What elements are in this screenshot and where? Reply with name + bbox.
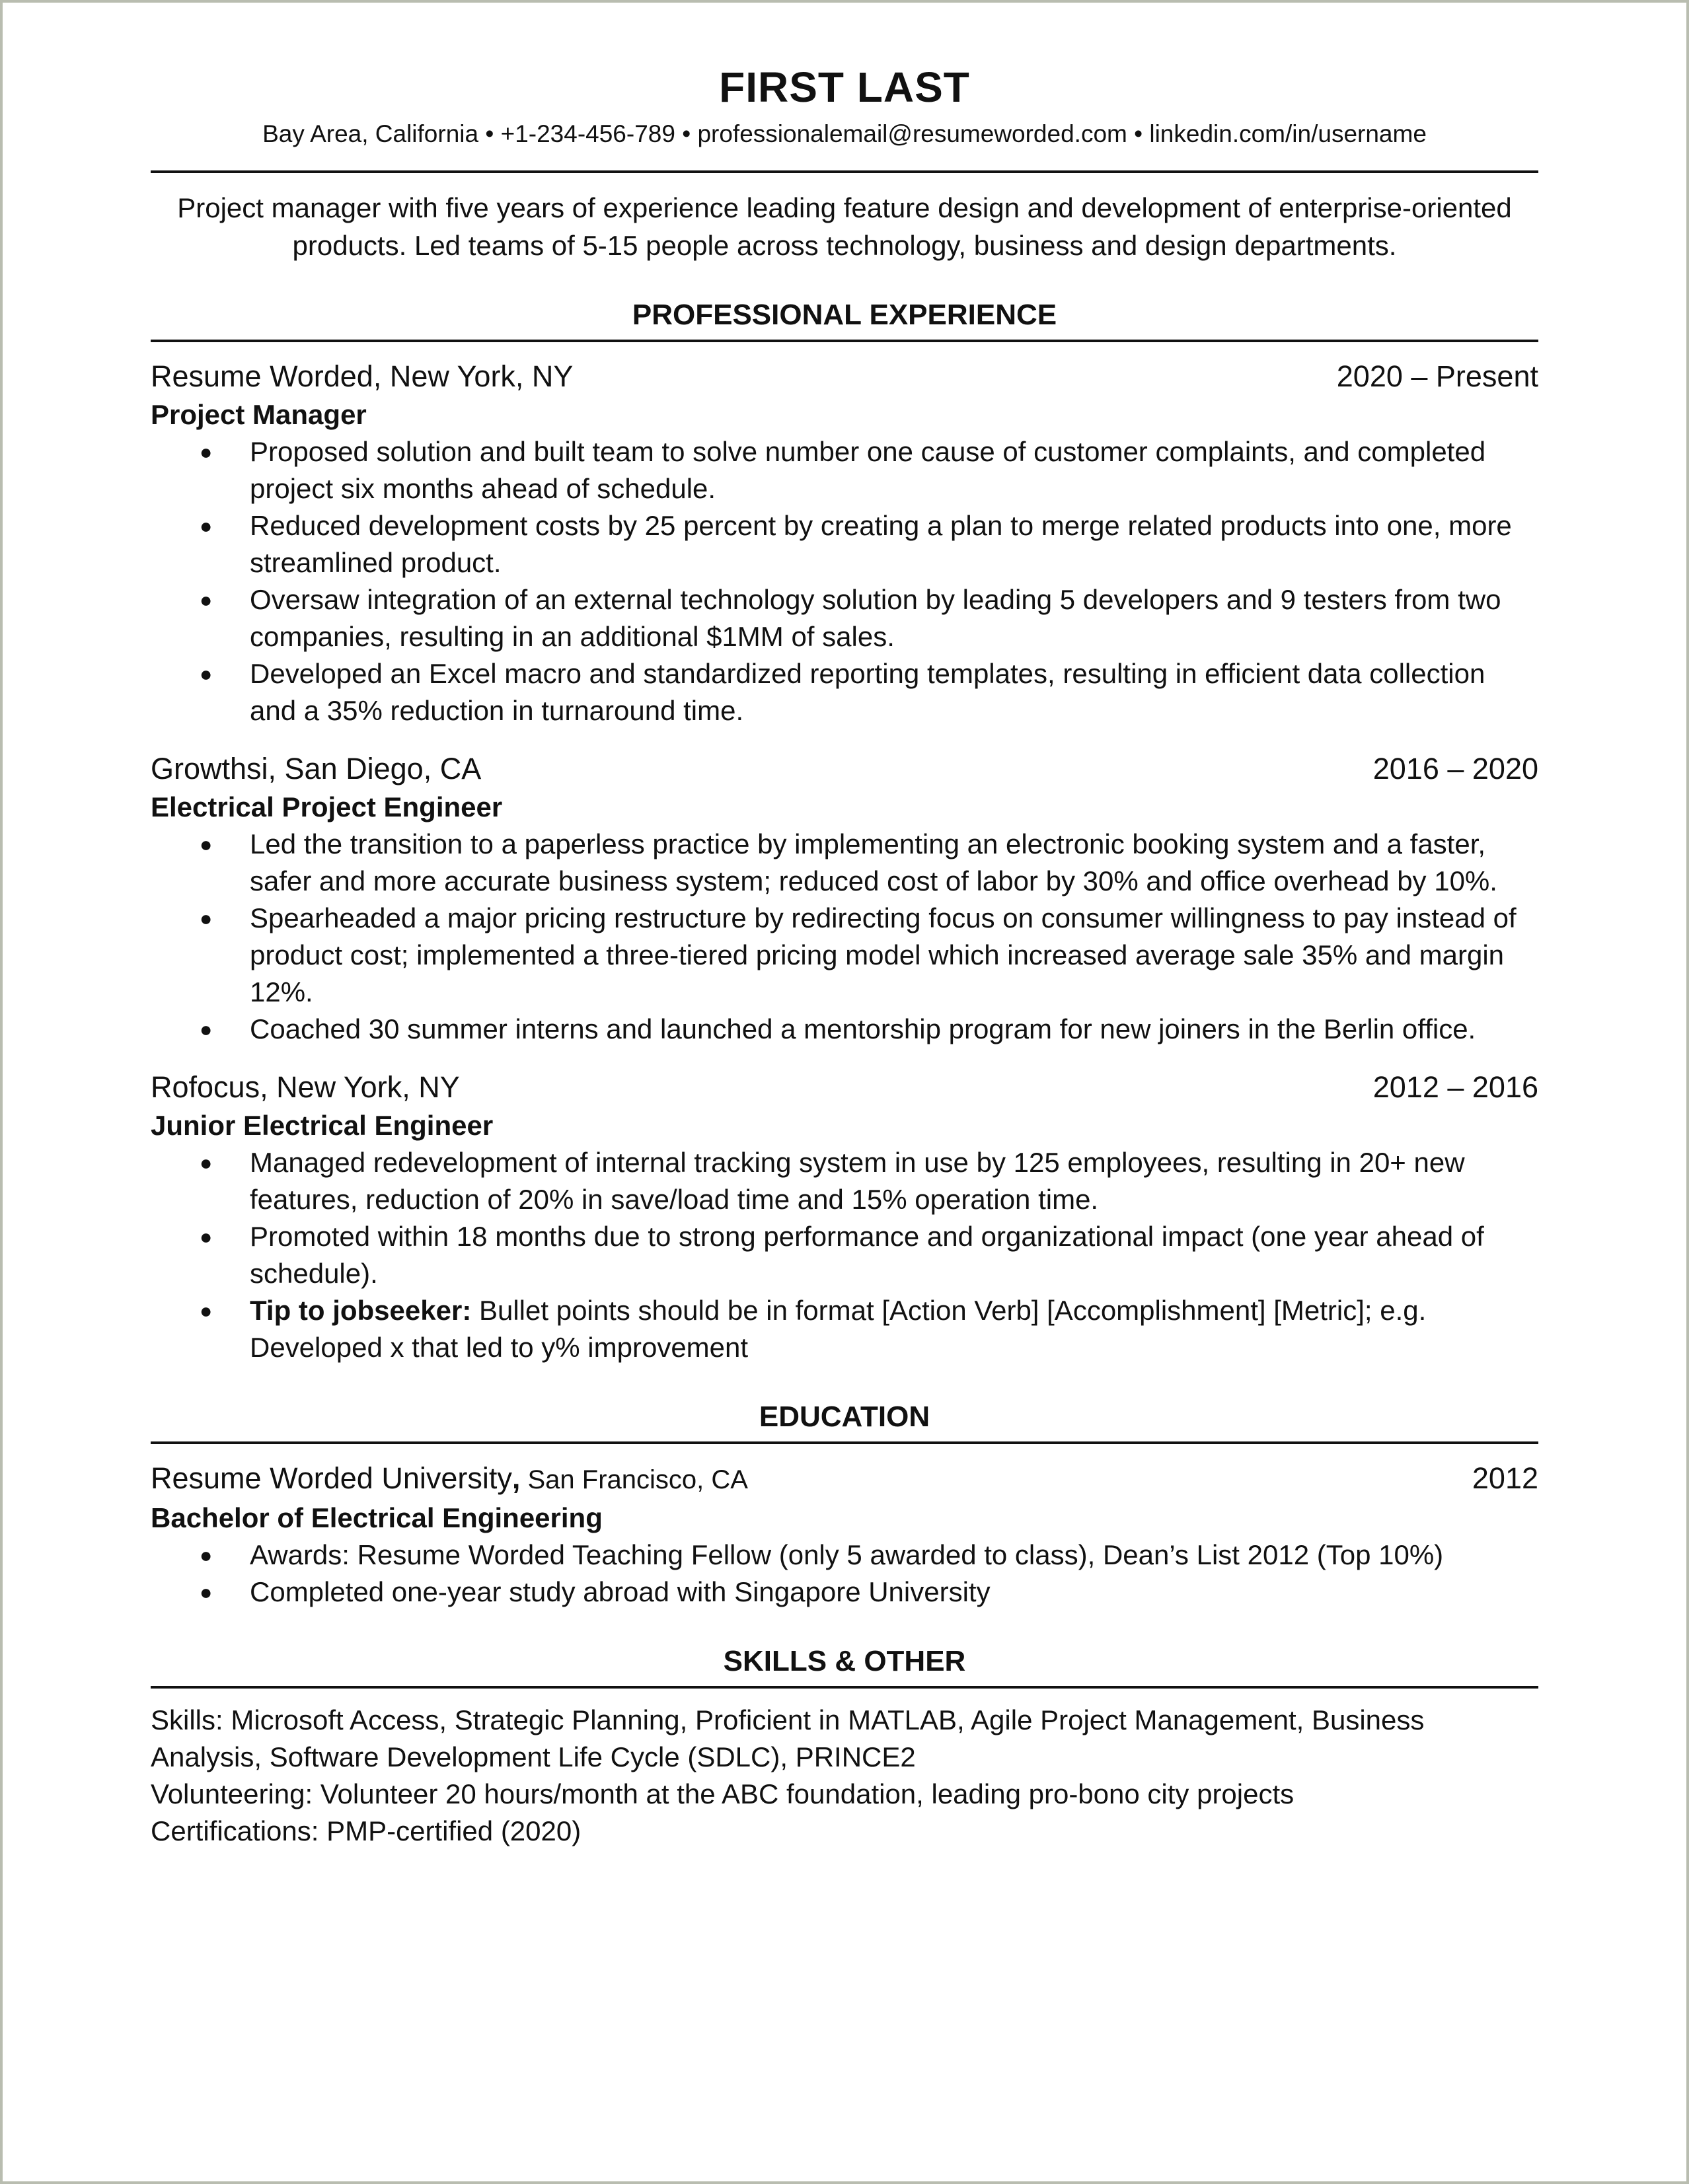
bullet-icon: ● — [200, 1151, 213, 1175]
skills-divider — [151, 1686, 1538, 1689]
job-bullets — [151, 826, 1538, 1048]
job-header — [151, 357, 1538, 396]
bullet-icon: ● — [200, 1543, 213, 1567]
summary-text: Project manager with five years of experience leading feature design and development of enterprise-oriented products. Led teams of 5-15 people across technology, business and design departments. — [177, 192, 1512, 261]
bullet-icon: ● — [200, 514, 213, 538]
job-entry — [151, 357, 1538, 729]
skills-line: Skills: Microsoft Access, Strategic Planning, Proficient in MATLAB, Agile Project Management, Business Analysis, Software Development Life Cycle (SDLC), PRINCE2 — [151, 1704, 1425, 1772]
bullet-item: ● Spearheaded a major pricing restructure by redirecting focus on consumer willingness to pay instead of product cost; implemented a three-tiered pricing model which increased average sale 35% and margin 12%. — [151, 900, 1538, 1011]
education-heading: EDUCATION — [759, 1401, 930, 1433]
bullet-item: ● Reduced development costs by 25 percent by creating a plan to merge related products into one, more streamlined product. — [151, 507, 1538, 581]
job-dates: 2020 – Present — [1336, 359, 1538, 393]
education-divider — [151, 1441, 1538, 1444]
school-line: Resume Worded University, San Francisco, CA — [151, 1461, 748, 1495]
bullet-icon: ● — [200, 1017, 213, 1041]
skills-heading: SKILLS & OTHER — [723, 1645, 966, 1677]
job-company: Rofocus, New York, NY — [151, 1070, 460, 1104]
school-name: Resume Worded University — [151, 1461, 512, 1495]
job-header — [151, 1068, 1538, 1107]
candidate-name: FIRST LAST — [719, 63, 970, 111]
job-entry — [151, 1068, 1538, 1366]
bullet-icon: ● — [200, 440, 213, 464]
school-location: San Francisco, CA — [520, 1465, 748, 1494]
job-company: Resume Worded, New York, NY — [151, 359, 574, 393]
bullet-item: ● Managed redevelopment of internal tracking system in use by 125 employees, resulting in 20+ new features, reduction of 20% in save/load time and 15% operation time. — [151, 1144, 1538, 1218]
job-header — [151, 749, 1538, 789]
resume-page — [151, 59, 1538, 1850]
bullet-item: ● Developed an Excel macro and standardized reporting templates, resulting in efficient data collection and a 35% reduction in turnaround time. — [151, 655, 1538, 729]
education-entry — [151, 1459, 1538, 1611]
bullet-item: ● Promoted within 18 months due to strong performance and organizational impact (one year ahead of schedule). — [151, 1218, 1538, 1292]
education-bullets — [151, 1537, 1538, 1611]
job-role: Project Manager — [151, 399, 367, 430]
job-company: Growthsi, San Diego, CA — [151, 752, 482, 785]
skills-block — [151, 1702, 1538, 1850]
header-divider — [151, 170, 1538, 173]
tip-label: Tip to jobseeker: — [250, 1295, 472, 1326]
contact-line: Bay Area, California • +1-234-456-789 • professionalemail@resumeworded.com • linkedin.com/in/username — [262, 120, 1427, 147]
experience-divider — [151, 340, 1538, 342]
education-header — [151, 1459, 1538, 1500]
bullet-item: ● Proposed solution and built team to solve number one cause of customer complaints, and completed project six months ahead of schedule. — [151, 433, 1538, 507]
degree: Bachelor of Electrical Engineering — [151, 1502, 603, 1533]
job-bullets — [151, 1144, 1538, 1366]
bullet-item: ● Coached 30 summer interns and launched a mentorship program for new joiners in the Berlin office. — [151, 1011, 1538, 1048]
experience-heading: PROFESSIONAL EXPERIENCE — [632, 299, 1057, 331]
certifications-line: Certifications: PMP-certified (2020) — [151, 1815, 582, 1846]
bullet-icon: ● — [200, 588, 213, 612]
job-entry — [151, 749, 1538, 1048]
bullet-icon: ● — [200, 1225, 213, 1249]
job-role: Electrical Project Engineer — [151, 791, 503, 822]
bullet-icon: ● — [200, 906, 213, 930]
graduation-year: 2012 — [1472, 1461, 1538, 1495]
bullet-icon: ● — [200, 662, 213, 686]
tip-text: Bullet points should be in format [Action Verb] [Accomplishment] [Metric]; e.g. Developed x that led to y% improvement — [250, 1295, 1427, 1363]
volunteering-line: Volunteering: Volunteer 20 hours/month at the ABC foundation, leading pro-bono city projects — [151, 1778, 1295, 1809]
job-dates: 2012 – 2016 — [1372, 1070, 1538, 1104]
bullet-item: ● Oversaw integration of an external technology solution by leading 5 developers and 9 testers from two companies, resulting in an additional $1MM of sales. — [151, 581, 1538, 655]
bullet-item: ● Led the transition to a paperless practice by implementing an electronic booking system and a faster, safer and more accurate business system; reduced cost of labor by 30% and office overhead by 10%. — [151, 826, 1538, 900]
bullet-icon: ● — [200, 1299, 213, 1323]
bullet-icon: ● — [200, 832, 213, 856]
job-bullets — [151, 433, 1538, 729]
bullet-item: ● Awards: Resume Worded Teaching Fellow (only 5 awarded to class), Dean’s List 2012 (Top 10%) — [151, 1537, 1538, 1574]
bullet-icon: ● — [200, 1580, 213, 1604]
tip-item — [151, 1292, 1538, 1366]
job-role: Junior Electrical Engineer — [151, 1110, 494, 1141]
job-dates: 2016 – 2020 — [1372, 752, 1538, 785]
bullet-item: ● Completed one-year study abroad with Singapore University — [151, 1574, 1538, 1611]
